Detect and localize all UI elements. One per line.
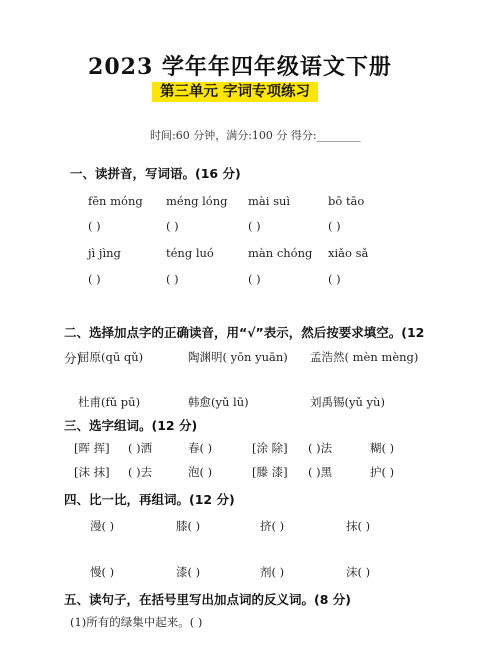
- character-choice: [滕 漆]: [252, 465, 288, 479]
- answer-blank[interactable]: ( ): [166, 219, 179, 233]
- compare-item[interactable]: 挤( ): [260, 519, 285, 533]
- exam-info: 时间:60 分钟，满分:100 分 得分:________: [150, 129, 361, 142]
- section-2-heading-cont: 分): [64, 351, 82, 366]
- pinyin-row-1: [88, 194, 418, 210]
- answer-blank[interactable]: ( )法: [308, 441, 333, 455]
- compare-item[interactable]: 漫( ): [90, 519, 115, 533]
- answer-blank[interactable]: ( )去: [128, 465, 153, 479]
- answer-blank[interactable]: ( ): [166, 272, 179, 286]
- pronunciation-row-2: [78, 394, 418, 410]
- sentence-item-1[interactable]: (1)所有的绿集中起来。( ): [70, 615, 203, 629]
- answer-blank[interactable]: ( ): [328, 219, 341, 233]
- pronunciation-item[interactable]: 刘禹锡(yǔ yù): [310, 395, 385, 409]
- section-3-heading: 三、选字组词。(12 分): [64, 418, 198, 433]
- pronunciation-item[interactable]: 陶渊明( yōn yuān): [188, 350, 288, 364]
- character-choice: [涂 除]: [252, 441, 288, 455]
- compare-row-2: [90, 564, 430, 580]
- compare-item[interactable]: 剂( ): [260, 565, 285, 579]
- answer-blank[interactable]: ( ): [328, 272, 341, 286]
- section-4-heading: 四、比一比，再组词。(12 分): [64, 492, 235, 507]
- answer-blank[interactable]: ( ): [248, 219, 261, 233]
- compare-item[interactable]: 慢( ): [90, 565, 115, 579]
- answer-blank[interactable]: ( ): [88, 272, 101, 286]
- character-choice: [沫 抹]: [74, 465, 110, 479]
- answer-blank[interactable]: ( )黑: [308, 465, 333, 479]
- pronunciation-item[interactable]: 韩愈(yǔ lū): [188, 395, 249, 409]
- pinyin-item: mài suì: [248, 194, 291, 208]
- document-subtitle: 第三单元 字词专项练习: [152, 82, 318, 102]
- section-2-heading: 二、选择加点字的正确读音，用“√”表示，然后按要求填空。(12: [64, 325, 425, 340]
- answer-blank[interactable]: 糊( ): [370, 441, 395, 455]
- pinyin-item: xiǎo sǎ: [328, 246, 369, 260]
- pinyin-item: jì jìng: [88, 246, 121, 260]
- answer-blank[interactable]: ( )洒: [128, 441, 153, 455]
- word-choice-row-1: [74, 440, 424, 456]
- section-5-heading: 五、读句子，在括号里写出加点词的反义词。(8 分): [64, 592, 351, 607]
- section-1-heading: 一、读拼音，写词语。(16 分): [70, 166, 241, 181]
- pronunciation-item[interactable]: 孟浩然( mèn mèng): [310, 350, 419, 364]
- document-title: 2023 学年年四年级语文下册: [88, 54, 392, 80]
- character-choice: [晖 挥]: [74, 441, 110, 455]
- pinyin-item: fēn móng: [88, 194, 143, 208]
- compare-item[interactable]: 膝( ): [176, 519, 201, 533]
- compare-item[interactable]: 沫( ): [346, 565, 371, 579]
- pronunciation-item[interactable]: 屈原(qū qǔ): [78, 350, 144, 364]
- pinyin-row-2: [88, 246, 418, 262]
- blank-row-1: [88, 219, 418, 235]
- answer-blank[interactable]: 护( ): [370, 465, 395, 479]
- pinyin-item: téng luó: [166, 246, 214, 260]
- pronunciation-item[interactable]: 杜甫(fǔ pū): [78, 395, 141, 409]
- answer-blank[interactable]: 春( ): [188, 441, 213, 455]
- compare-row-1: [90, 518, 430, 534]
- answer-blank[interactable]: ( ): [88, 219, 101, 233]
- word-choice-row-2: [74, 464, 424, 480]
- pinyin-item: bō tāo: [328, 194, 365, 208]
- compare-item[interactable]: 抹( ): [346, 519, 371, 533]
- pinyin-item: méng lóng: [166, 194, 228, 208]
- pinyin-item: màn chóng: [248, 246, 313, 260]
- blank-row-2: [88, 272, 418, 288]
- answer-blank[interactable]: ( ): [248, 272, 261, 286]
- pronunciation-row-1: [78, 349, 418, 365]
- compare-item[interactable]: 漆( ): [176, 565, 201, 579]
- answer-blank[interactable]: 泡( ): [188, 465, 213, 479]
